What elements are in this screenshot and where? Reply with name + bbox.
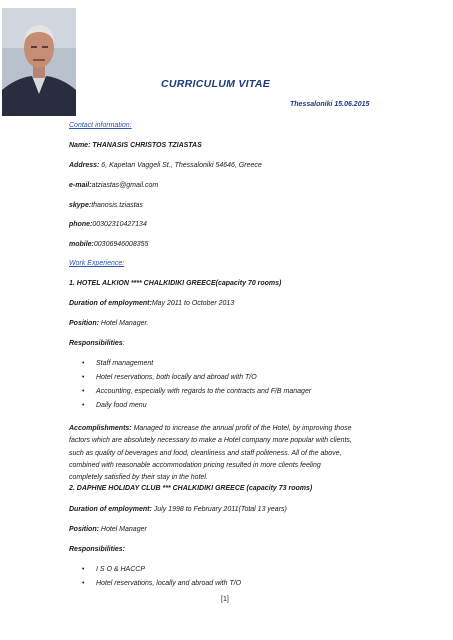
job-1-title <box>69 280 281 287</box>
job-1-responsibilities-colon: : <box>122 340 125 347</box>
job-1-title-text: 1. HOTEL ALKION **** CHALKIDIKI GREECE(capacity 70 rooms) <box>69 280 282 287</box>
mobile-label: mobile: <box>69 241 94 248</box>
job-1-responsibility-item: • Hotel reservations, both locally and abroad with T/O <box>82 374 257 381</box>
place-date: Thessaloniki 15.06.2015 <box>290 101 370 108</box>
job-1-position-label: Position: <box>69 320 99 327</box>
job-2-responsibility-item: • Hotel reservations, locally and abroad with T/O <box>82 580 241 587</box>
job-1-responsibilities-label: Responsibilities <box>69 340 123 347</box>
contact-name <box>69 142 202 149</box>
job-1-position-value: Hotel Manager. <box>98 320 149 327</box>
document-title: CURRICULUM VITAE <box>161 78 271 90</box>
profile-photo <box>2 8 76 116</box>
job-1-responsibilities <box>69 340 125 347</box>
job-2-responsibilities <box>69 546 125 553</box>
job-1-accomplishments: Accomplishments: Managed to increase the annual profit of the Hotel, by improving those factors which are absolutely necessary to make a Hotel company more popular with clients, such as quality of beverages and food, cleanliness and staff politeness. All of the above, combined with reasonable accommodation pricing resulted in more clients feeling completely satisfied by their stay in the hotel. <box>69 425 352 482</box>
contact-email <box>69 182 158 189</box>
contact-address <box>69 162 262 169</box>
job-1-responsibility-item: • Daily food menu <box>82 402 147 409</box>
job-1-duration-value: May 2011 to October 2013 <box>151 300 235 307</box>
address-label: Address: <box>69 162 100 169</box>
job-1-accomplishments-label: Accomplishments: <box>69 425 132 432</box>
job-1-duration-label: Duration of employment: <box>69 300 152 307</box>
page-number: [1] <box>221 596 229 603</box>
job-2-position <box>69 526 147 533</box>
phone-value: 00302310427134 <box>92 221 147 228</box>
name-value: THANASIS CHRISTOS TZIASTAS <box>92 142 202 149</box>
contact-mobile <box>69 241 148 248</box>
work-heading: Work Experience: <box>69 260 125 267</box>
job-2-position-label: Position: <box>69 526 99 533</box>
job-2-duration-label: Duration of employment: <box>69 506 152 513</box>
address-value: 6, Kapetan Vaggeli St., Thessaloniki 54646, Greece <box>101 162 262 169</box>
email-label: e-mail: <box>69 182 92 189</box>
mobile-value: 00306946008355 <box>93 241 149 248</box>
job-2-responsibilities-label: Responsibilities: <box>69 546 126 553</box>
contact-phone <box>69 221 147 228</box>
skype-value: thanosis.tziastas <box>91 202 143 209</box>
job-1-responsibility-item: • Accounting, especially with regards to the contracts and F/B manager <box>82 388 311 395</box>
job-1-duration <box>69 300 234 307</box>
job-1-responsibility-item: • Staff management <box>82 360 153 367</box>
job-1-position <box>69 320 149 327</box>
job-2-duration-value: July 1998 to February 2011(Total 13 years) <box>151 506 287 513</box>
contact-heading: Contact information: <box>69 122 132 129</box>
name-label: Name: <box>69 142 91 149</box>
job-2-duration <box>69 506 287 513</box>
job-2-title-text: 2. DAPHNE HOLIDAY CLUB *** CHALKIDIKI GREECE (capacity 73 rooms) <box>69 485 313 492</box>
phone-label: phone: <box>69 221 93 228</box>
skype-label: skype: <box>69 202 92 209</box>
job-2-position-value: Hotel Manager <box>98 526 147 533</box>
contact-skype <box>69 202 143 209</box>
job-2-title <box>69 485 312 492</box>
email-value: atziastas@gmail.com <box>91 182 159 189</box>
job-2-responsibility-item: • I S O & HACCP <box>82 566 145 573</box>
